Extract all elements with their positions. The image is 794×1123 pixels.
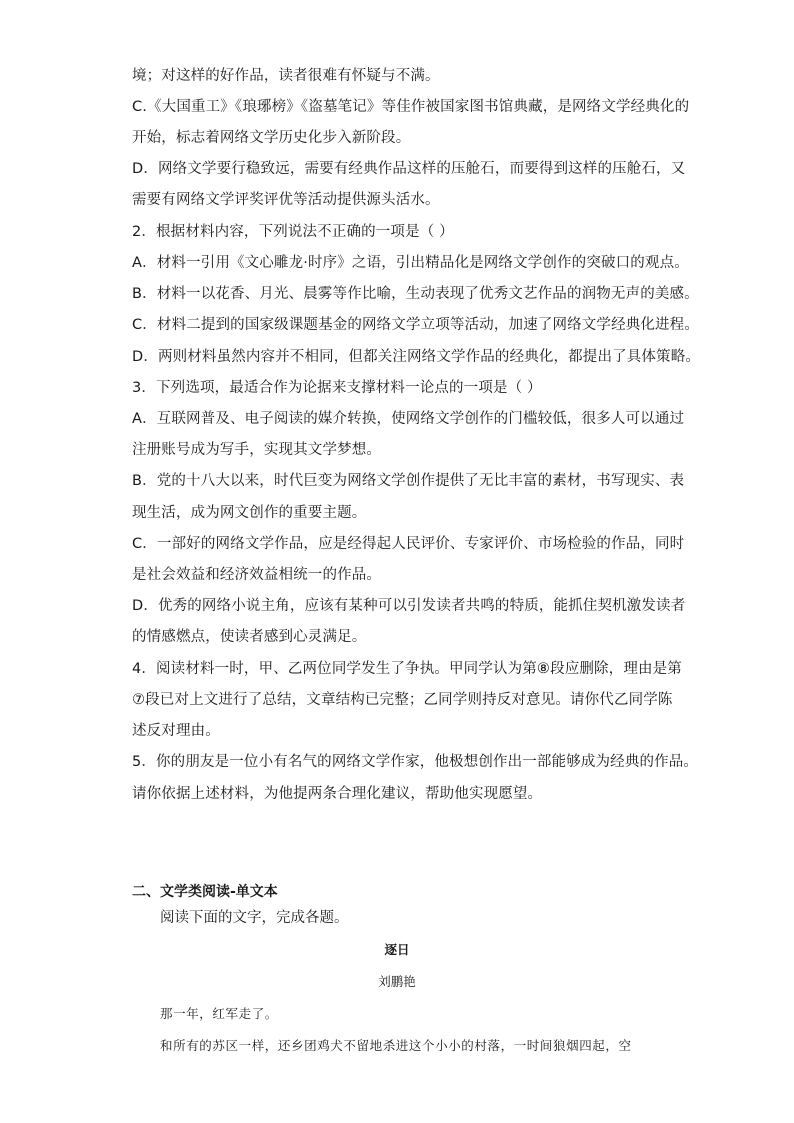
- question-3: 3．下列选项，最适合作为论据来支撑材料一论点的一项是（ ）: [132, 380, 542, 396]
- option-c-line: C．一部好的网络文学作品，应是经得起人民评价、专家评价、市场检验的作品，同时: [132, 536, 685, 552]
- question-2: 2．根据材料内容，下列说法不正确的一项是（ ）: [132, 224, 454, 240]
- reading-instruction: 阅读下面的文字，完成各题。: [160, 910, 349, 926]
- section-heading: 二、文学类阅读-单文本: [132, 884, 278, 900]
- story-title: 逐日: [384, 942, 410, 957]
- text-line: ⑦段已对上文进行了总结，文章结构已完整；乙同学则持反对意见。请你代乙同学陈: [132, 692, 673, 708]
- text-line: 注册账号成为写手，实现其文学梦想。: [132, 442, 382, 458]
- question-4: 4．阅读材料一时，甲、乙两位同学发生了争执。甲同学认为第⑧段应删除，理由是第: [132, 661, 682, 677]
- text-line: 的情感燃点，使读者感到心灵满足。: [132, 629, 367, 645]
- text-line: 现生活，成为网文创作的重要主题。: [132, 505, 367, 521]
- option-a-line: A．材料一引用《文心雕龙·时序》之语，引出精品化是网络文学创作的突破口的观点。: [132, 255, 689, 271]
- text-line: 述反对理由。: [132, 723, 220, 739]
- story-author: 刘鹏艳: [378, 974, 416, 989]
- question-5: 5．你的朋友是一位小有名气的网络文学作家，他极想创作出一部能够成为经典的作品。: [132, 754, 699, 770]
- option-c-line: C．材料二提到的国家级课题基金的网络文学立项等活动，加速了网络文学经典化进程。: [132, 317, 699, 333]
- option-a-line: A．互联网普及、电子阅读的媒介转换，使网络文学创作的门槛较低，很多人可以通过: [132, 411, 685, 427]
- story-paragraph: 那一年，红军走了。: [160, 1006, 278, 1021]
- story-paragraph: 和所有的苏区一样，还乡团鸡犬不留地杀进这个小小的村落，一时间狼烟四起，空: [160, 1038, 632, 1053]
- text-line: 开始，标志着网络文学历史化步入新阶段。: [132, 130, 411, 146]
- text-line: 是社会效益和经济效益相统一的作品。: [132, 567, 382, 583]
- text-line: 境；对这样的好作品，读者很难有怀疑与不满。: [132, 68, 440, 84]
- option-d-line: D．优秀的网络小说主角，应该有某种可以引发读者共鸣的特质，能抓住契机激发读者: [132, 598, 686, 614]
- text-line: 请你依据上述材料，为他提两条合理化建议，帮助他实现愿望。: [132, 786, 543, 802]
- option-c-line: C.《大国重工》《琅琊榜》《盗墓笔记》等佳作被国家图书馆典藏，是网络文学经典化的: [132, 99, 690, 115]
- option-d-line: D．两则材料虽然内容并不相同，但都关注网络文学作品的经典化，都提出了具体策略。: [132, 349, 701, 365]
- option-b-line: B．党的十八大以来，时代巨变为网络文学创作提供了无比丰富的素材，书写现实、表: [132, 473, 685, 489]
- text-line: 需要有网络文学评奖评优等活动提供源头活水。: [132, 192, 440, 208]
- option-d-line: D．网络文学要行稳致远，需要有经典作品这样的压舱石，而要得到这样的压舱石，又: [132, 161, 686, 177]
- option-b-line: B．材料一以花香、月光、晨雾等作比喻，生动表现了优秀文艺作品的润物无声的美感。: [132, 286, 699, 302]
